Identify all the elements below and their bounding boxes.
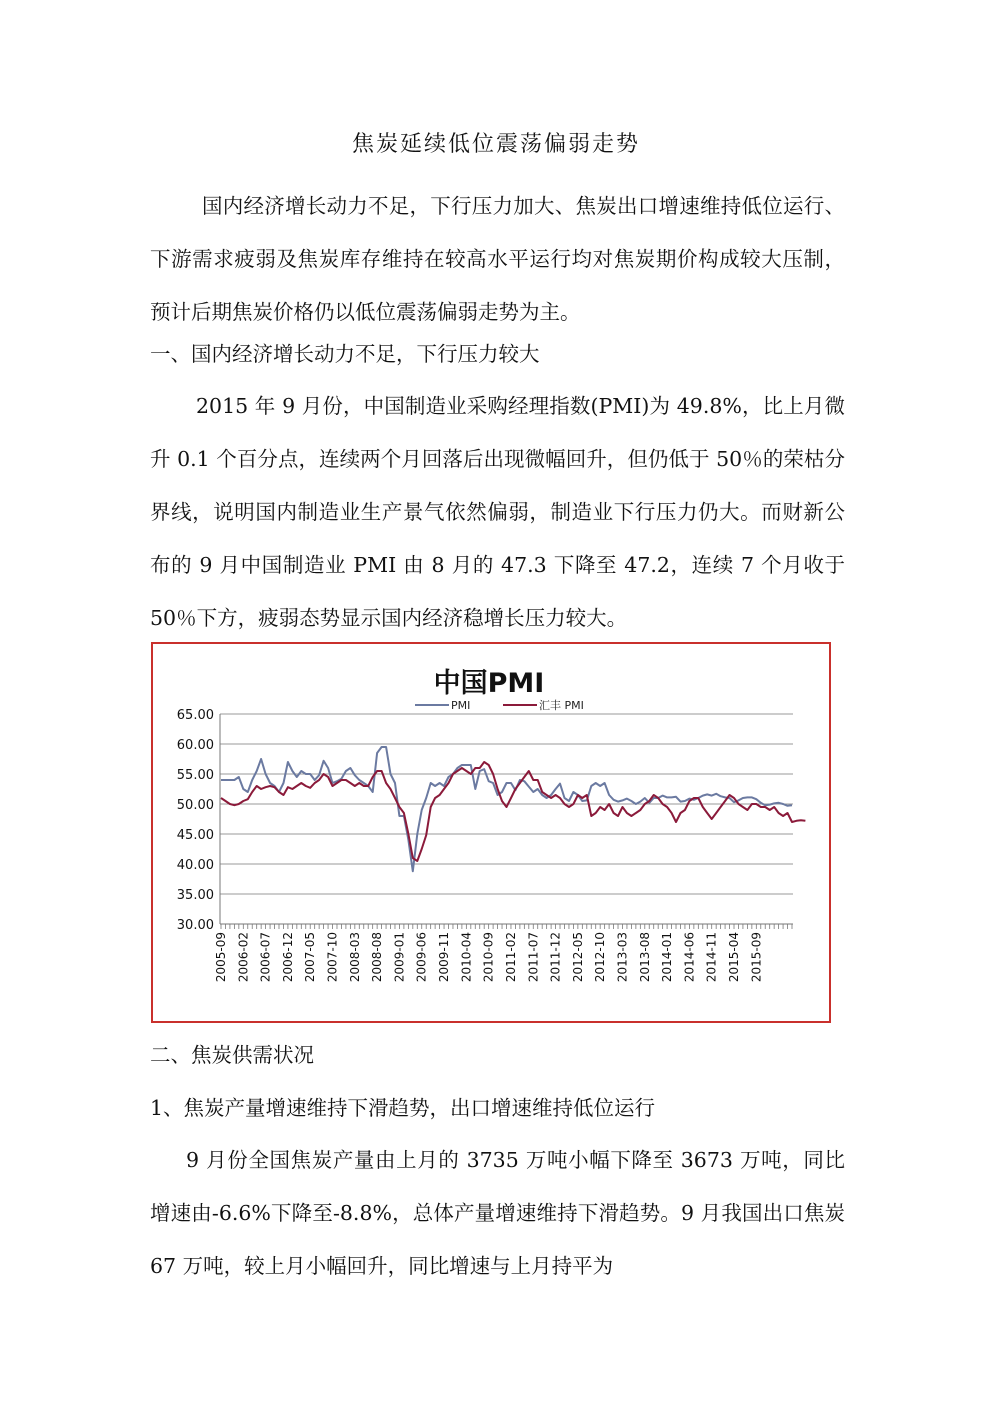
y-tick-label: 50.00 xyxy=(176,798,214,813)
x-tick-label: 2013-03 xyxy=(615,932,630,983)
section-2-heading: 二、焦炭供需状况 xyxy=(150,1043,314,1067)
x-tick-label: 2008-08 xyxy=(370,932,385,983)
section-1-paragraph: 2015 年 9 月份，中国制造业采购经理指数(PMI)为 49.8%，比上月微升 0.1 个百分点，连续两个月回落后出现微幅回升，但仍低于 50％的荣枯分界线，说明国内制造业生产景气依然偏弱，制造业下行压力仍大。而财新公布的 9 月中国制造业 PMI 由 8 月的 47.3 下降至 47.2，连续 7 个月收于 50％下方，疲弱态势显示国内经济稳增长压力较大。 xyxy=(150,394,845,630)
series-line-pmi xyxy=(221,747,792,871)
x-tick-label: 2007-10 xyxy=(325,932,340,983)
x-tick-label: 2011-02 xyxy=(503,932,518,983)
plot-area xyxy=(221,747,805,871)
legend-label-hsbc-pmi: 汇丰 PMI xyxy=(539,699,584,712)
chart-legend xyxy=(415,698,584,712)
section-2-paragraph: 9 月份全国焦炭产量由上月的 3735 万吨小幅下降至 3673 万吨，同比增速由-6.6%下降至-8.8%，总体产量增速维持下滑趋势。9 月我国出口焦炭 67 万吨，较上月小幅回升，同比增速与上月持平为 xyxy=(150,1148,845,1278)
x-tick-label: 2008-03 xyxy=(347,932,362,983)
pmi-line-chart xyxy=(153,644,829,1021)
x-tick-label: 2015-04 xyxy=(727,932,742,983)
x-tick-label: 2006-12 xyxy=(280,932,295,983)
y-axis xyxy=(177,708,220,933)
x-tick-label: 2009-11 xyxy=(437,932,452,983)
y-tick-label: 45.00 xyxy=(176,828,214,843)
chart-gridlines xyxy=(220,714,793,924)
x-tick-label: 2015-09 xyxy=(749,932,764,983)
x-tick-label: 2009-01 xyxy=(392,932,407,983)
intro-paragraph: 国内经济增长动力不足，下行压力加大、焦炭出口增速维持低位运行、下游需求疲弱及焦炭库存维持在较高水平运行均对焦炭期价构成较大压制，预计后期焦炭价格仍以低位震荡偏弱走势为主。 xyxy=(150,194,845,324)
x-tick-label: 2014-01 xyxy=(660,932,675,983)
x-tick-label: 2007-05 xyxy=(303,932,318,983)
y-tick-label: 60.00 xyxy=(176,738,214,753)
chart-title: 中国PMI xyxy=(433,668,545,699)
x-tick-label: 2006-07 xyxy=(258,932,273,983)
x-tick-label: 2014-06 xyxy=(682,932,697,983)
x-tick-label: 2012-05 xyxy=(570,932,585,983)
x-axis xyxy=(214,924,793,982)
x-tick-label: 2009-06 xyxy=(414,932,429,983)
pmi-chart-frame xyxy=(151,642,831,1023)
y-tick-label: 65.00 xyxy=(176,708,214,723)
y-tick-label: 40.00 xyxy=(176,858,214,873)
legend-label-pmi: PMI xyxy=(451,699,471,712)
x-tick-label: 2013-08 xyxy=(637,932,652,983)
x-tick-label: 2010-04 xyxy=(459,932,474,983)
section-1-heading: 一、国内经济增长动力不足，下行压力较大 xyxy=(150,342,540,366)
x-tick-label: 2014-11 xyxy=(704,932,719,983)
y-tick-label: 35.00 xyxy=(176,888,214,903)
y-tick-label: 55.00 xyxy=(176,768,214,783)
page-title: 焦炭延续低位震荡偏弱走势 xyxy=(351,132,640,157)
x-tick-label: 2012-10 xyxy=(593,932,608,983)
x-tick-label: 2011-12 xyxy=(548,932,563,983)
x-tick-label: 2005-09 xyxy=(214,932,228,983)
x-tick-label: 2006-02 xyxy=(236,932,251,983)
x-tick-label: 2011-07 xyxy=(526,932,541,983)
x-tick-label: 2010-09 xyxy=(481,932,496,983)
section-2-subheading: 1、焦炭产量增速维持下滑趋势，出口增速维持低位运行 xyxy=(150,1096,656,1120)
y-tick-label: 30.00 xyxy=(176,918,214,933)
series-line-hsbc-pmi xyxy=(221,762,805,861)
